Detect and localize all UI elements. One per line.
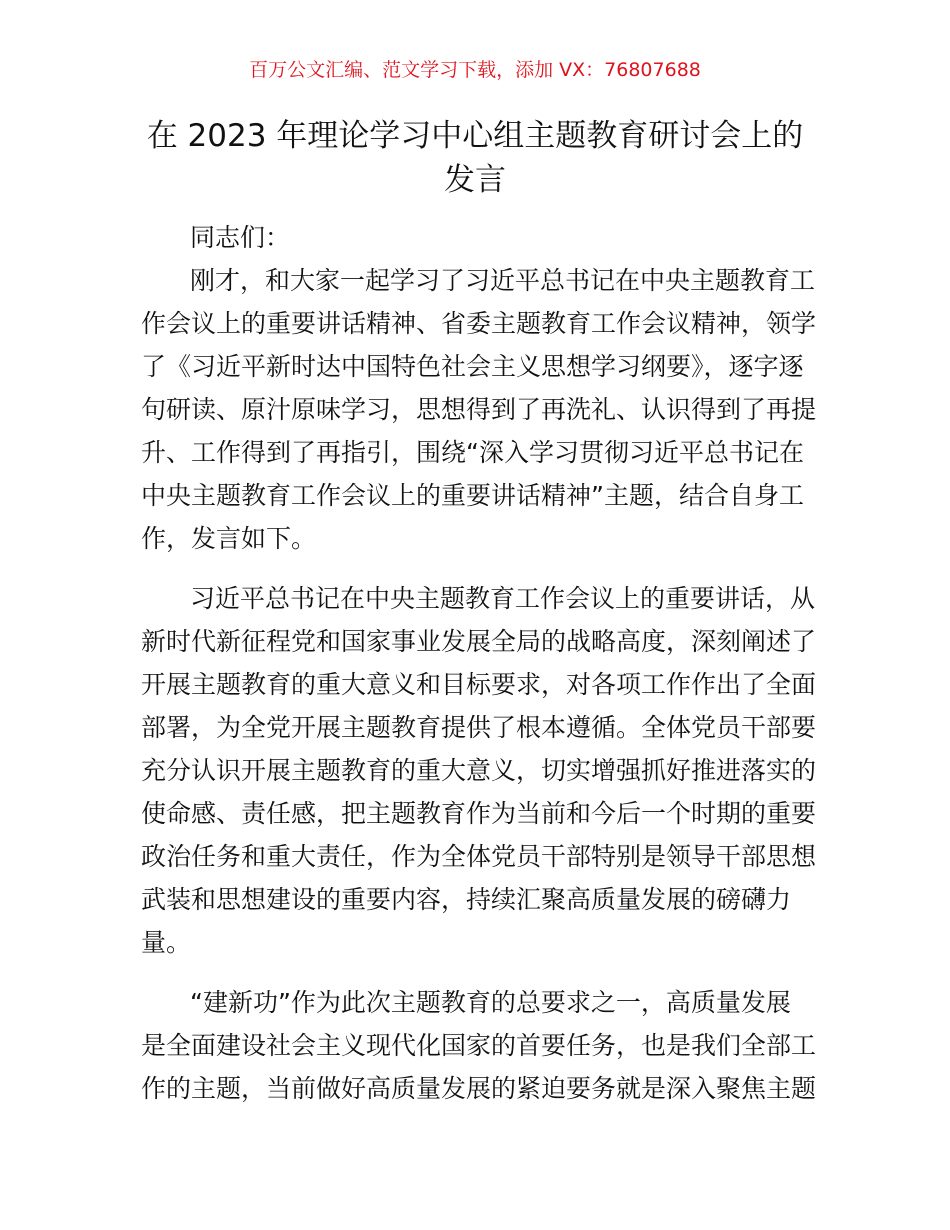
body-text-line: 升、工作得到了再指引，围绕“深入学习贯彻习近平总书记在 — [141, 438, 804, 467]
body-text-line: 习近平总书记在中央主题教育工作会议上的重要讲话，从 — [190, 584, 816, 613]
body-text-line: 是全面建设社会主义现代化国家的首要任务，也是我们全部工 — [141, 1031, 817, 1060]
salutation: 同志们： — [190, 223, 291, 252]
title-line-1: 在 2023 年理论学习中心组主题教育研讨会上的 — [146, 118, 804, 154]
body-text-line: 中央主题教育工作会议上的重要讲话精神”主题，结合自身工 — [141, 481, 804, 510]
title-line-2: 发言 — [444, 162, 506, 198]
body-text-line: 作的主题，当前做好高质量发展的紧迫要务就是深入聚焦主题 — [141, 1074, 817, 1103]
body-text-line: 句研读、原汁原味学习，思想得到了再洗礼、认识得到了再提 — [141, 395, 817, 424]
body-text-line: 量。 — [141, 928, 192, 957]
body-text-line: “建新功”作为此次主题教育的总要求之一，高质量发展 — [190, 988, 791, 1017]
body-text-line: 使命感、责任感，把主题教育作为当前和今后一个时期的重要 — [141, 799, 817, 828]
body-text-line: 作会议上的重要讲话精神、省委主题教育工作会议精神，领学 — [141, 309, 817, 338]
watermark-header-note: 百万公文汇编、范文学习下载，添加 VX：76807688 — [249, 59, 701, 81]
body-text-line: 充分认识开展主题教育的重大意义，切实增强抓好推进落实的 — [141, 756, 817, 785]
body-text-line: 了《习近平新时达中国特色社会主义思想学习纲要》，逐字逐 — [141, 352, 804, 381]
body-text-line: 作，发言如下。 — [141, 524, 317, 553]
document-title — [140, 114, 810, 202]
body-text-line: 新时代新征程党和国家事业发展全局的战略高度，深刻阐述了 — [141, 627, 817, 656]
body-text-line: 部署，为全党开展主题教育提供了根本遵循。全体党员干部要 — [141, 713, 817, 742]
body-text-line: 武装和思想建设的重要内容，持续汇聚高质量发展的磅礴力 — [141, 885, 792, 914]
body-text-line: 开展主题教育的重大意义和目标要求，对各项工作作出了全面 — [141, 670, 817, 699]
body-text-line: 政治任务和重大责任，作为全体党员干部特别是领导干部思想 — [141, 842, 817, 871]
body-text-line: 刚才，和大家一起学习了习近平总书记在中央主题教育工 — [190, 266, 816, 295]
